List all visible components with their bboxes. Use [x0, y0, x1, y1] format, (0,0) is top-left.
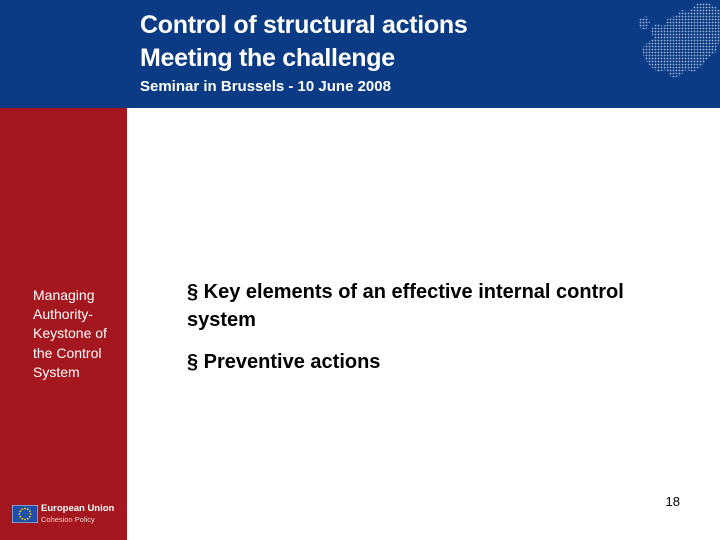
bullet-item-1: § Key elements of an effective internal control system — [187, 281, 624, 331]
slide-title-line2: Meeting the challenge — [140, 44, 395, 72]
section-label: Managing Authority- Keystone of the Control System — [33, 287, 107, 380]
slide-content — [187, 278, 687, 390]
page-number: 18 — [665, 494, 680, 509]
slide-header — [0, 0, 720, 108]
eu-flag-icon — [12, 505, 38, 523]
slide-subtitle: Seminar in Brussels - 10 June 2008 — [140, 78, 391, 95]
europe-map-icon — [636, 0, 720, 80]
side-panel — [0, 108, 127, 540]
eu-logo-subtitle: Cohesion Policy — [41, 515, 95, 524]
eu-logo-name: European Union — [41, 503, 115, 514]
slide-title-line1: Control of structural actions — [140, 11, 468, 39]
eu-logo — [12, 501, 122, 529]
bullet-item-2: § Preventive actions — [187, 351, 381, 373]
